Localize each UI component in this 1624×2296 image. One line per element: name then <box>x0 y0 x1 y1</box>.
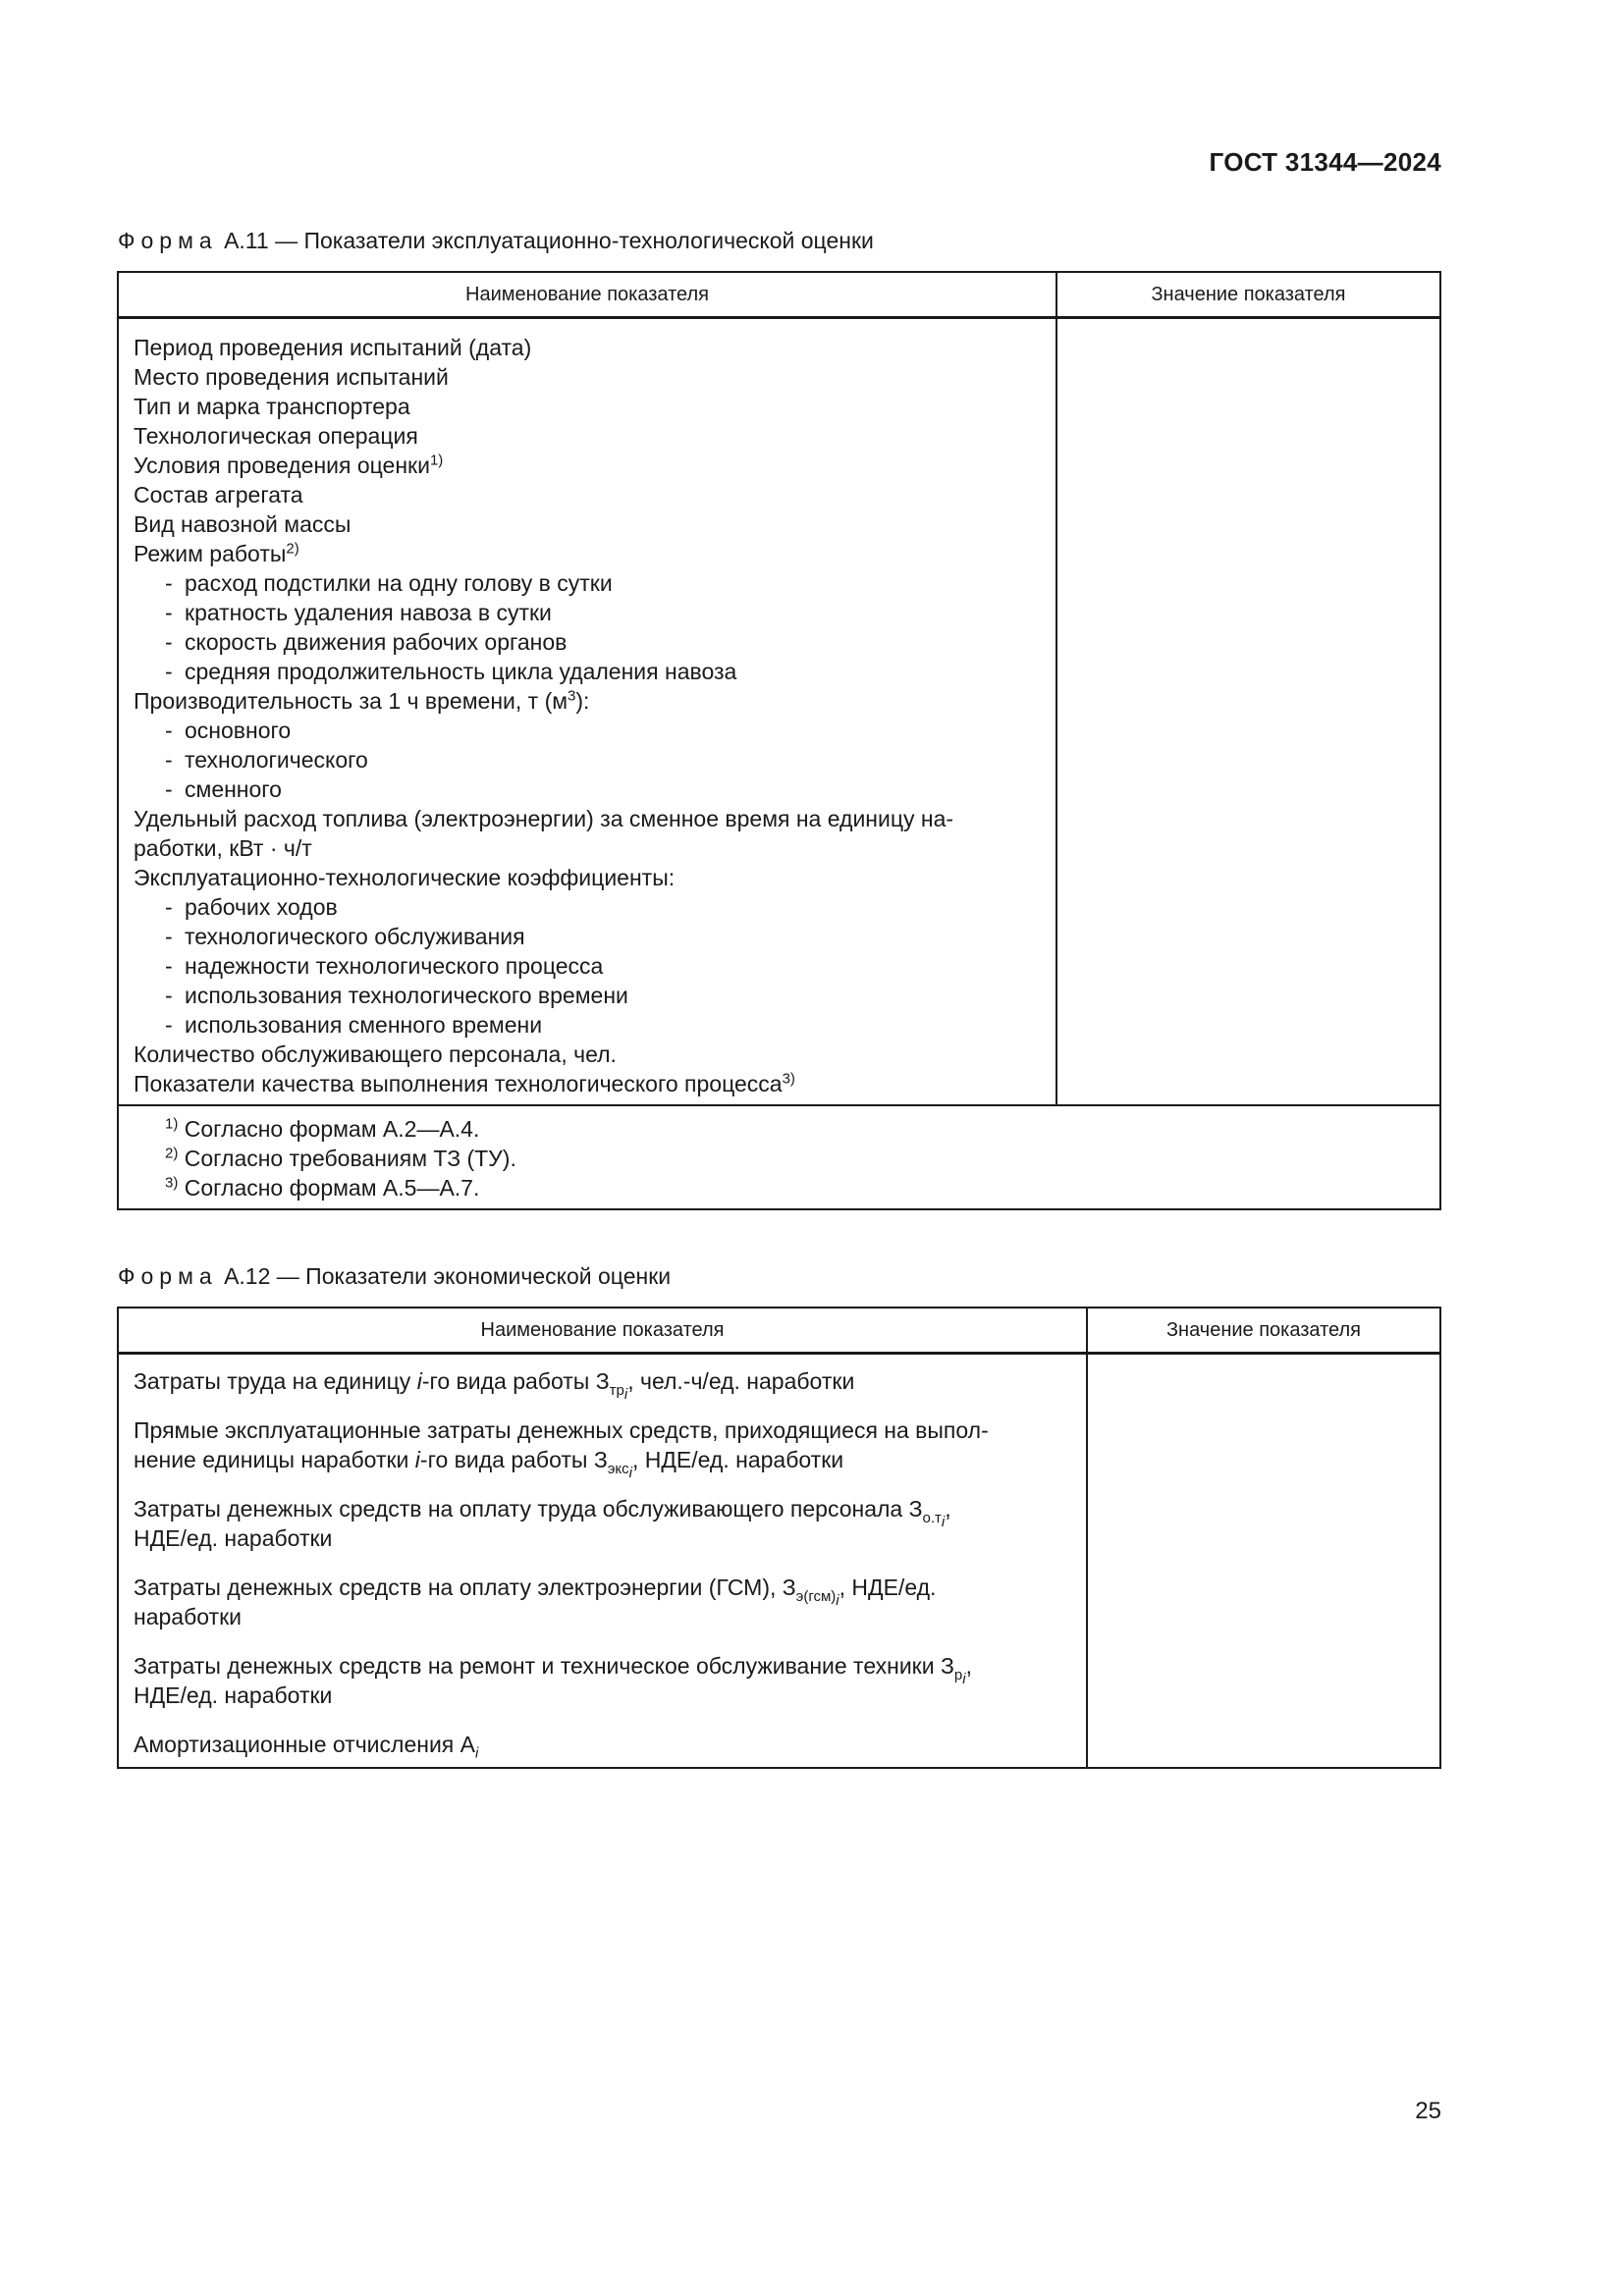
form-a12-value-cell[interactable] <box>1087 1354 1440 1769</box>
form-a12-header-value: Значение показателя <box>1087 1308 1440 1354</box>
indicator-subitem: - кратность удаления навоза в сутки <box>165 600 552 625</box>
form-a11-header-name: Наименование показателя <box>118 272 1056 318</box>
footnote: $^{1)}$ Согласно формам А.2—А.4. <box>165 1115 480 1142</box>
indicator-item: Технологическая операция <box>134 423 418 449</box>
indicator-item: Вид навозной массы <box>134 511 352 537</box>
indicator-subitem: - скорость движения рабочих органов <box>165 629 568 655</box>
indicator-subitem: - сменного <box>165 776 282 802</box>
econ-item-energy-costs: Затраты денежных средств на оплату электроэнергии (ГСМ), $З_{э(гсм)_i}$, НДЕ/ед. наработки <box>134 1575 937 1629</box>
form-a12-table <box>117 1307 1441 1769</box>
form-a11-footnotes <box>118 1105 1440 1209</box>
indicator-subitem: - надежности технологического процесса <box>165 953 604 979</box>
indicator-subitem: - расход подстилки на одну голову в сутки <box>165 570 613 596</box>
form-a11-table <box>117 271 1441 1210</box>
form-a12-caption-title: А.12 — Показатели экономической оценки <box>224 1263 672 1289</box>
form-a11-header-value: Значение показателя <box>1056 272 1440 318</box>
form-a12-header-name: Наименование показателя <box>118 1308 1087 1354</box>
indicator-item: Режим работы$^{2)}$ <box>134 540 299 566</box>
indicator-item: Место проведения испытаний <box>134 364 449 390</box>
indicator-item: Условия проведения оценки$^{1)}$ <box>134 452 444 478</box>
econ-item-depreciation: Амортизационные отчисления $А_i$ <box>134 1732 479 1762</box>
indicator-subitem: - средняя продолжительность цикла удаления навоза <box>165 659 737 684</box>
form-a12-caption <box>118 1263 671 1290</box>
indicator-item: Показатели качества выполнения технологического процесса$^{3)}$ <box>134 1070 795 1096</box>
form-a11-value-cell[interactable] <box>1056 318 1440 1106</box>
indicator-item: работки, кВт · ч/т <box>134 835 312 861</box>
form-a12-indicator-list <box>118 1354 1087 1769</box>
econ-item-labor-costs: Затраты труда на единицу i-го вида работы $З_{тр_i}$, чел.-ч/ед. наработки <box>134 1368 855 1403</box>
page-number: 25 <box>1415 2098 1441 2124</box>
indicator-subitem: - использования сменного времени <box>165 1012 543 1038</box>
form-a11-indicator-list <box>118 318 1056 1106</box>
footnote: $^{3)}$ Согласно формам А.5—А.7. <box>165 1174 480 1201</box>
indicator-item: Период проведения испытаний (дата) <box>134 335 532 360</box>
indicator-subitem: - использования технологического времени <box>165 983 628 1008</box>
footnote: $^{2)}$ Согласно требованиям ТЗ (ТУ). <box>165 1145 516 1171</box>
indicator-subitem: - технологического <box>165 747 368 773</box>
form-a11-caption-title: А.11 — Показатели эксплуатационно-технологической оценки <box>224 228 874 253</box>
econ-item-staff-wage-costs: Затраты денежных средств на оплату труда обслуживающего персонала $З_{о.т_i}$, НДЕ/ед. наработки <box>134 1496 951 1551</box>
form-a12-caption-word: Форма <box>118 1263 218 1289</box>
indicator-item: Количество обслуживающего персонала, чел. <box>134 1041 617 1067</box>
econ-item-repair-costs: Затраты денежных средств на ремонт и техническое обслуживание техники $З_{р_i}$, НДЕ/ед. наработки <box>134 1653 972 1708</box>
indicator-item: Удельный расход топлива (электроэнергии) за сменное время на единицу на- <box>134 806 954 831</box>
indicator-item: Тип и марка транспортера <box>134 394 410 419</box>
document-code: ГОСТ 31344—2024 <box>1209 147 1441 177</box>
indicator-item: Эксплуатационно-технологические коэффициенты: <box>134 865 676 890</box>
indicator-item: Производительность за 1 ч времени, т $(м^3)$: <box>134 687 590 714</box>
econ-item-direct-operating-costs: Прямые эксплуатационные затраты денежных средств, приходящиеся на выпол- нение единицы наработки i-го вида работы $З_{экс_i}$, НДЕ/ед. наработки <box>134 1417 989 1481</box>
indicator-subitem: - рабочих ходов <box>165 894 338 920</box>
form-a11-caption-word: Форма <box>118 228 218 253</box>
indicator-subitem: - технологического обслуживания <box>165 924 525 949</box>
indicator-subitem: - основного <box>165 718 292 743</box>
form-a11-caption <box>118 228 874 254</box>
indicator-item: Состав агрегата <box>134 482 303 507</box>
